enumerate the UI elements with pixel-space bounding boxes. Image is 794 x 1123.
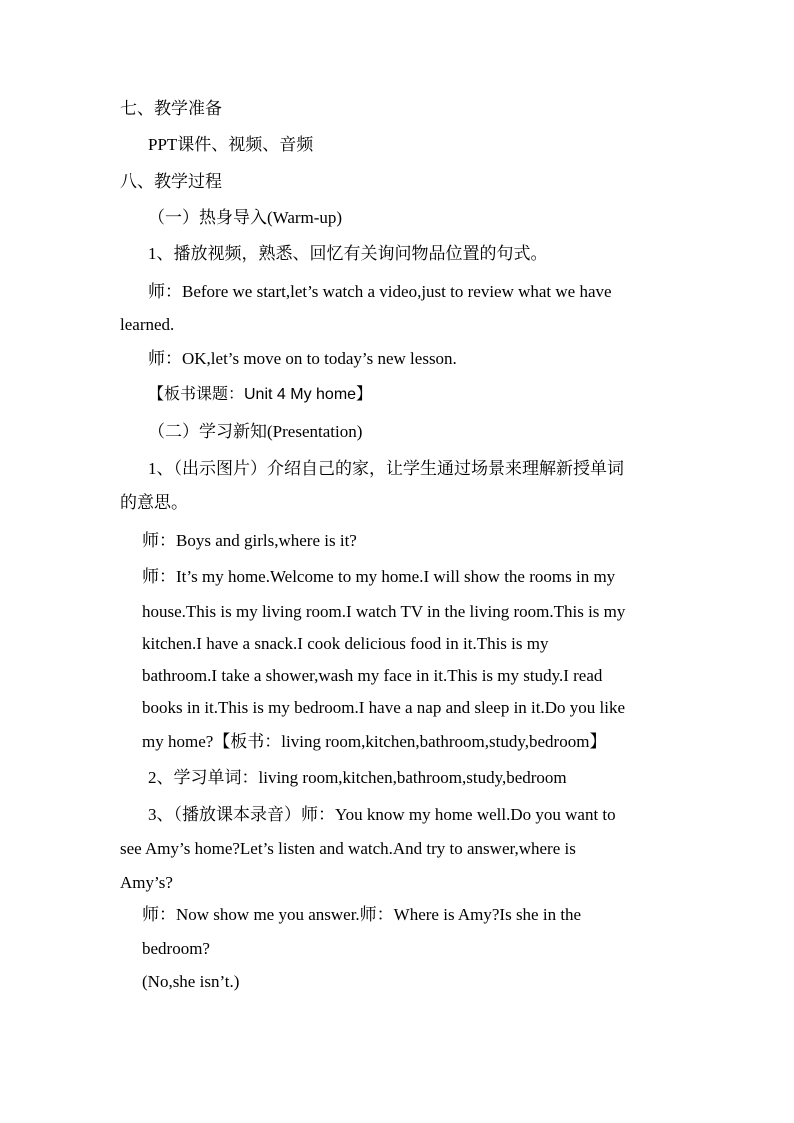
teacher-home-description: kitchen.I have a snack.I cook delicious food in it.This is my — [142, 634, 549, 653]
teacher-home-description: bathroom.I take a shower,wash my face in it.This is my study.I read — [142, 666, 603, 685]
preparation-materials: PPT课件、视频、音频 — [148, 135, 314, 154]
subsection-presentation: （二）学习新知(Presentation) — [148, 422, 363, 441]
teacher-home-description-board: my home?【板书：living room,kitchen,bathroom,study,bedroom】 — [142, 732, 607, 751]
step-3-recording-continued: Amy’s? — [120, 873, 173, 892]
step-1-pictures-continued: 的意思。 — [120, 493, 188, 512]
step-3-recording-continued: see Amy’s home?Let’s listen and watch.And try to answer,where is — [120, 839, 576, 858]
step-1-video: 1、播放视频，熟悉、回忆有关询问物品位置的句式。 — [148, 244, 548, 263]
step-2-words: 2、学习单词：living room,kitchen,bathroom,study,bedroom — [148, 768, 567, 787]
step-3-recording: 3、（播放课本录音）师：You know my home well.Do you want to — [148, 805, 616, 824]
teacher-home-description: 师：It’s my home.Welcome to my home.I will show the rooms in my — [142, 567, 616, 586]
teacher-home-description: house.This is my living room.I watch TV in the living room.This is my — [142, 602, 626, 621]
teacher-line-review-continued: learned. — [120, 315, 175, 334]
teacher-line-new-lesson: 师：OK,let’s move on to today’s new lesson. — [148, 349, 457, 368]
step-1-pictures: 1、（出示图片）介绍自己的家，让学生通过场景来理解新授单词 — [148, 459, 624, 478]
teacher-line-review: 师：Before we start,let’s watch a video,just to review what we have — [148, 282, 612, 301]
teacher-answer-question-continued: bedroom? — [142, 939, 210, 958]
teacher-line-question: 师：Boys and girls,where is it? — [142, 531, 357, 550]
teacher-home-description: books in it.This is my bedroom.I have a nap and sleep in it.Do you like — [142, 698, 626, 717]
subsection-warm-up: （一）热身导入(Warm-up) — [148, 208, 343, 227]
teacher-answer-question: 师：Now show me you answer.师：Where is Amy?Is she in the — [142, 905, 582, 924]
section-heading-preparation: 七、教学准备 — [120, 99, 222, 118]
board-title: 【板书课题：Unit 4 My home】 — [148, 386, 373, 403]
student-answer: (No,she isn’t.) — [142, 972, 240, 991]
section-heading-process: 八、教学过程 — [120, 172, 222, 191]
